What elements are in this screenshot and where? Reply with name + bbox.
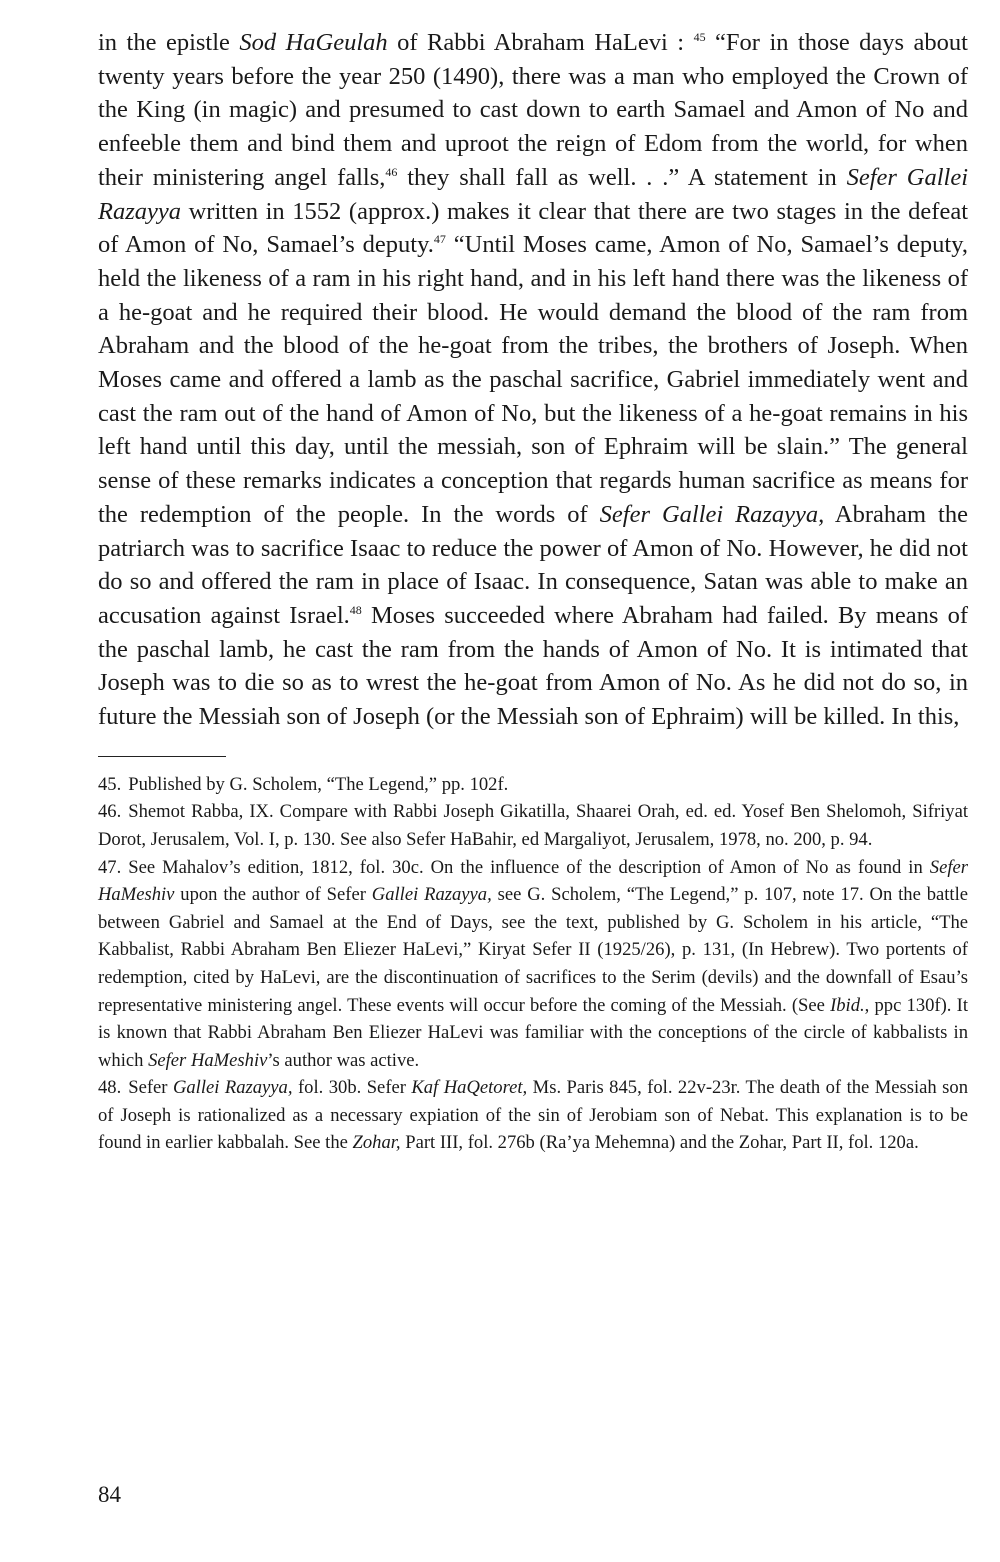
footnote <box>98 798 968 853</box>
italic-title: Ibid. <box>830 994 865 1016</box>
text-run: in the epistle <box>98 29 240 56</box>
italic-title: Sefer Gallei Razayya, <box>599 500 825 528</box>
footnote-reference: 48 <box>349 602 362 617</box>
main-text <box>98 26 968 734</box>
text-run: written in 1552 (approx.) makes it clear that there are two stages in the defeat of Amon of No, Samael’s deputy. <box>98 197 968 259</box>
italic-title: Zohar, <box>352 1132 401 1154</box>
footnote-reference: 45 <box>693 29 706 44</box>
italic-title: Sod HaGeulah <box>239 29 388 56</box>
footnote <box>98 854 968 1075</box>
text-run: of Rabbi Abraham HaLevi : <box>387 29 694 56</box>
text-run: they shall fall as well. . .” A statement in <box>397 163 847 191</box>
italic-title: Sefer Gallei Razayya <box>98 163 969 225</box>
footnote <box>98 1074 968 1157</box>
page-content <box>98 26 968 1157</box>
italic-title: Kaf HaQetoret, <box>411 1077 528 1099</box>
italic-title: Gallei Razayya, <box>172 1077 293 1099</box>
footnote-number: 47. <box>98 856 122 878</box>
footnote <box>98 771 968 799</box>
text-run: Published by G. Scholem, “The Legend,” pp. 102f. <box>128 773 509 795</box>
text-run: Shemot Rabba, IX. Compare with Rabbi Joseph Gikatilla, Shaarei Orah, ed. ed. Yosef Ben Shelomoh, Sifriyat Dorot, Jerusalem, Vol. I, p. 130. See also Sefer HaBahir, ed Margaliyot, Jerusalem, 1978, no. 200, p. 94. <box>98 801 968 850</box>
footnote-separator <box>98 756 226 757</box>
text-run: Abraham the patriarch was to sacrifice Isaac to reduce the power of Amon of No. However, he did not do so and offered the ram in place of Isaac. In consequence, Satan was able to make an accusation against Israel. <box>98 500 968 629</box>
footnote-reference: 46 <box>385 164 398 179</box>
italic-title: Sefer HaMeshiv <box>148 1049 268 1071</box>
footnote-number: 48. <box>98 1077 122 1099</box>
text-run: Ms. Paris 845, fol. 22v-23r. The death of the Messiah son of Joseph is rationalized as a necessary expiation of the sin of Jerobiam son of Nebat. This explanation is to be found in earlier kabbalah. See the <box>98 1077 968 1154</box>
footnote-number: 45. <box>98 773 122 795</box>
page-number: 84 <box>98 1482 121 1507</box>
footnote-reference: 47 <box>433 232 446 247</box>
footnotes <box>98 771 968 1157</box>
text-run: ’s author was active. <box>267 1049 420 1071</box>
text-run: see G. Scholem, “The Legend,” p. 107, note 17. On the battle between Gabriel and Samael at the End of Days, see the text, published by G. Scholem in his article, “The Kabbalist, Rabbi Abraham Ben Eliezer HaLevi,” Kiryat Sefer II (1925/26), p. 131, (In Hebrew). Two portents of redemption, cited by HaLevi, are the discontinuation of sacrifices to the Serim (devils) and the downfall of Esau’s representative ministering angel. These events will occur before the coming of the Messiah. (See <box>98 884 968 1016</box>
italic-title: Sefer HaMeshiv <box>98 856 968 906</box>
text-run: See Mahalov’s edition, 1812, fol. 30c. On the influence of the description of Amon of No as found in <box>128 856 930 878</box>
text-run: Sefer <box>128 1077 173 1099</box>
text-run: Moses succeeded where Abraham had failed. By means of the paschal lamb, he cast the ram from the hands of Amon of No. It is intimated that Joseph was to die so as to wrest the he-goat from Amon of No. As he did not do so, in future the Messiah son of Joseph (or the Messiah son of Ephraim) will be killed. In this, <box>98 601 969 731</box>
text-run: “For in those days about twenty years before the year 250 (1490), there was a man who employed the Crown of the King (in magic) and presumed to cast down to earth Samael and Amon of No and enfeeble them and bind them and uproot the reign of Edom from the world, for when their ministering angel falls, <box>98 29 968 191</box>
italic-title: Gallei Razayya, <box>371 884 492 906</box>
text-run: “Until Moses came, Amon of No, Samael’s deputy, held the likeness of a ram in his right hand, and in his left hand there was the likeness of a he-goat and he required their blood. He would demand the blood of the ram from Abraham and the blood of the he-goat from the tribes, the brothers of Joseph. When Moses came and offered a lamb as the paschal sacrifice, Gabriel immediately went and cast the ram out of the hand of Amon of No, but the likeness of a he-goat remains in his left hand until this day, until the messiah, son of Ephraim will be slain.” The general sense of these remarks indicates a conception that regards human sacrifice as means for the redemption of the people. In the words of <box>98 231 968 528</box>
text-run: Part III, fol. 276b (Ra’ya Mehemna) and the Zohar, Part II, fol. 120a. <box>400 1132 919 1154</box>
footnote-number: 46. <box>98 801 122 823</box>
text-run: upon the author of Sefer <box>174 884 372 906</box>
text-run: , ppc 130f). It is known that Rabbi Abraham Ben Eliezer HaLevi was familiar with the conceptions of the circle of kabbalists in which <box>98 994 968 1071</box>
text-run: fol. 30b. Sefer <box>292 1077 412 1099</box>
